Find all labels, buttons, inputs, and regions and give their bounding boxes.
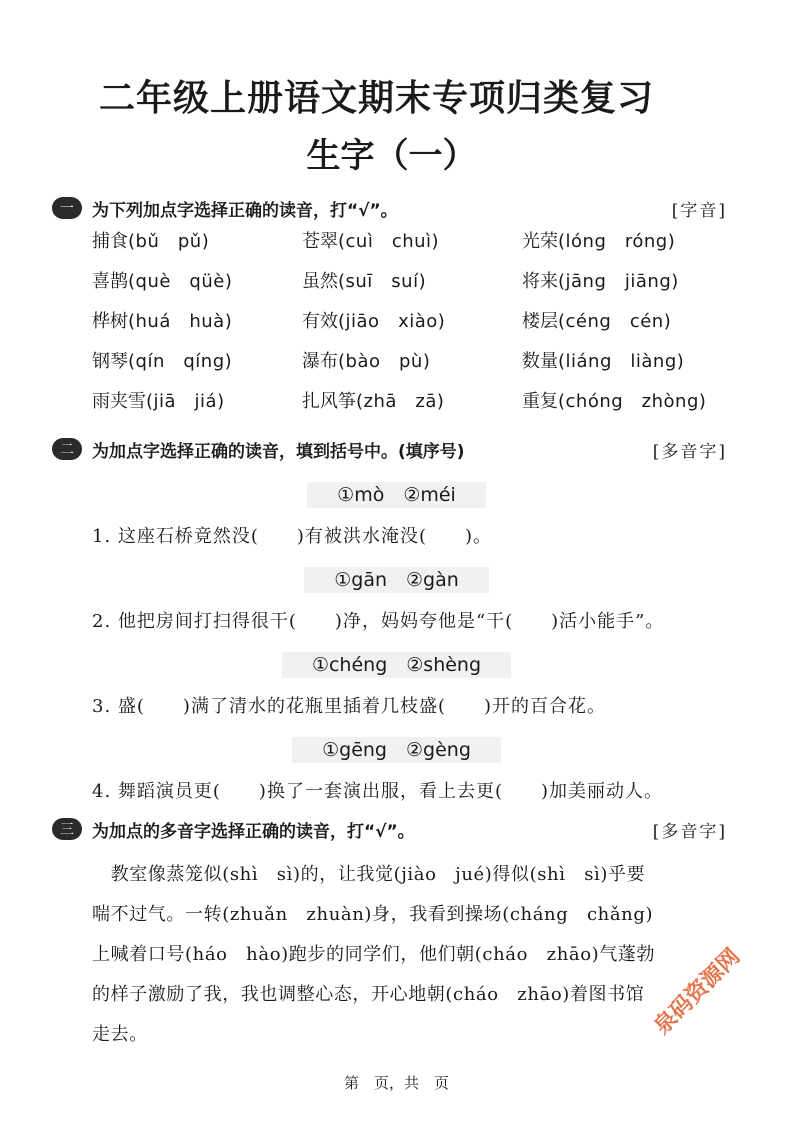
- word: 将来: [522, 271, 558, 292]
- pinyin-options: (cuì chuì): [338, 231, 440, 252]
- section-2-header: [52, 434, 727, 464]
- pinyin-options: (zhā zā): [356, 391, 445, 412]
- section-1-badge: 一: [52, 197, 82, 219]
- word-item[interactable]: [522, 308, 742, 336]
- word-item[interactable]: [522, 388, 742, 416]
- options-text: ①chéng ②shèng: [282, 652, 511, 678]
- section-1-title: 为下列加点字选择正确的读音，打“√”。: [92, 200, 398, 221]
- options-line: [0, 565, 793, 592]
- page-subtitle: 生字（一）: [306, 136, 477, 176]
- pinyin-options: (huá huà): [128, 311, 233, 332]
- word-item[interactable]: [302, 388, 522, 416]
- word: 喜鹊: [92, 271, 128, 292]
- word: 数量: [522, 351, 558, 372]
- pinyin-options: (què qüè): [128, 271, 233, 292]
- section-3-badge: 三: [52, 818, 82, 840]
- section-3-tag: [多音字]: [652, 821, 727, 842]
- word: 重复: [522, 391, 558, 412]
- word-item[interactable]: [522, 348, 742, 376]
- passage: [92, 855, 732, 1055]
- word-item[interactable]: [302, 348, 522, 376]
- section-2-title: 为加点字选择正确的读音，填到括号中。(填序号): [92, 441, 465, 462]
- word-item[interactable]: [92, 388, 302, 416]
- word: 瀑布: [302, 351, 338, 372]
- options-line: [0, 480, 793, 507]
- passage-line[interactable]: 教室像蒸笼似(shì sì)的，让我觉(jiào jué)得似(shì sì)乎要: [92, 864, 646, 885]
- pinyin-options: (bào pù): [338, 351, 431, 372]
- word: 苍翠: [302, 231, 338, 252]
- passage-line[interactable]: 上喊着口号(háo hào)跑步的同学们，他们朝(cháo zhāo)气蓬勃: [92, 944, 656, 965]
- pinyin-options: (qín qíng): [128, 351, 233, 372]
- pinyin-options: (jiā jiá): [146, 391, 225, 412]
- word: 捕食: [92, 231, 128, 252]
- pinyin-options: (céng cén): [558, 311, 672, 332]
- section-1-tag: [字音]: [671, 200, 727, 221]
- section-3-title: 为加点的多音字选择正确的读音，打“√”。: [92, 821, 415, 842]
- pinyin-options: (liáng liàng): [558, 351, 685, 372]
- word-item[interactable]: [92, 228, 302, 256]
- word-item[interactable]: [92, 308, 302, 336]
- question-line[interactable]: 2. 他把房间打扫得很干( )净，妈妈夸他是“干( )活小能手”。: [92, 611, 665, 632]
- section-2-badge: 二: [52, 438, 82, 460]
- passage-line[interactable]: 的样子激励了我，我也调整心态，开心地朝(cháo zhāo)着图书馆: [92, 984, 645, 1005]
- options-text: ①mò ②méi: [307, 482, 486, 508]
- pinyin-options: (chóng zhòng): [558, 391, 707, 412]
- options-line: [0, 650, 793, 677]
- word: 光荣: [522, 231, 558, 252]
- word-item[interactable]: [92, 348, 302, 376]
- pinyin-options: (lóng róng): [558, 231, 676, 252]
- word-item[interactable]: [302, 268, 522, 296]
- section-3-header: [52, 814, 727, 844]
- word: 虽然: [302, 271, 338, 292]
- page-title: 二年级上册语文期末专项归类复习: [98, 78, 654, 119]
- question-line[interactable]: 3. 盛( )满了清水的花瓶里插着几枝盛( )开的百合花。: [92, 696, 606, 717]
- passage-line[interactable]: 喘不过气。一转(zhuǎn zhuàn)身，我看到操场(cháng chǎng): [92, 904, 654, 925]
- options-text: ①gān ②gàn: [304, 567, 489, 593]
- word-item[interactable]: [302, 308, 522, 336]
- options-text: ①gēng ②gèng: [292, 737, 501, 763]
- word: 桦树: [92, 311, 128, 332]
- passage-line[interactable]: 走去。: [92, 1024, 148, 1045]
- word: 钢琴: [92, 351, 128, 372]
- pinyin-options: (bǔ pǔ): [128, 231, 210, 252]
- watermark: 泉码资源网: [649, 944, 746, 1040]
- word: 有效: [302, 311, 338, 332]
- section-2-tag: [多音字]: [652, 441, 727, 462]
- word: 扎风筝: [302, 391, 356, 412]
- pinyin-options: (suī suí): [338, 271, 427, 292]
- word: 楼层: [522, 311, 558, 332]
- word: 雨夹雪: [92, 391, 146, 412]
- section-1-header: [52, 193, 727, 223]
- section-1-grid: [92, 228, 742, 416]
- word-item[interactable]: [522, 268, 742, 296]
- word-item[interactable]: [302, 228, 522, 256]
- question-line[interactable]: 4. 舞蹈演员更( )换了一套演出服，看上去更( )加美丽动人。: [92, 781, 663, 802]
- word-item[interactable]: [522, 228, 742, 256]
- pinyin-options: (jiāo xiào): [338, 311, 446, 332]
- question-line[interactable]: 1. 这座石桥竟然没( )有被洪水淹没( )。: [92, 526, 492, 547]
- pinyin-options: (jāng jiāng): [558, 271, 679, 292]
- options-line: [0, 735, 793, 762]
- word-item[interactable]: [92, 268, 302, 296]
- page-footer: 第 页，共 页: [343, 1074, 449, 1092]
